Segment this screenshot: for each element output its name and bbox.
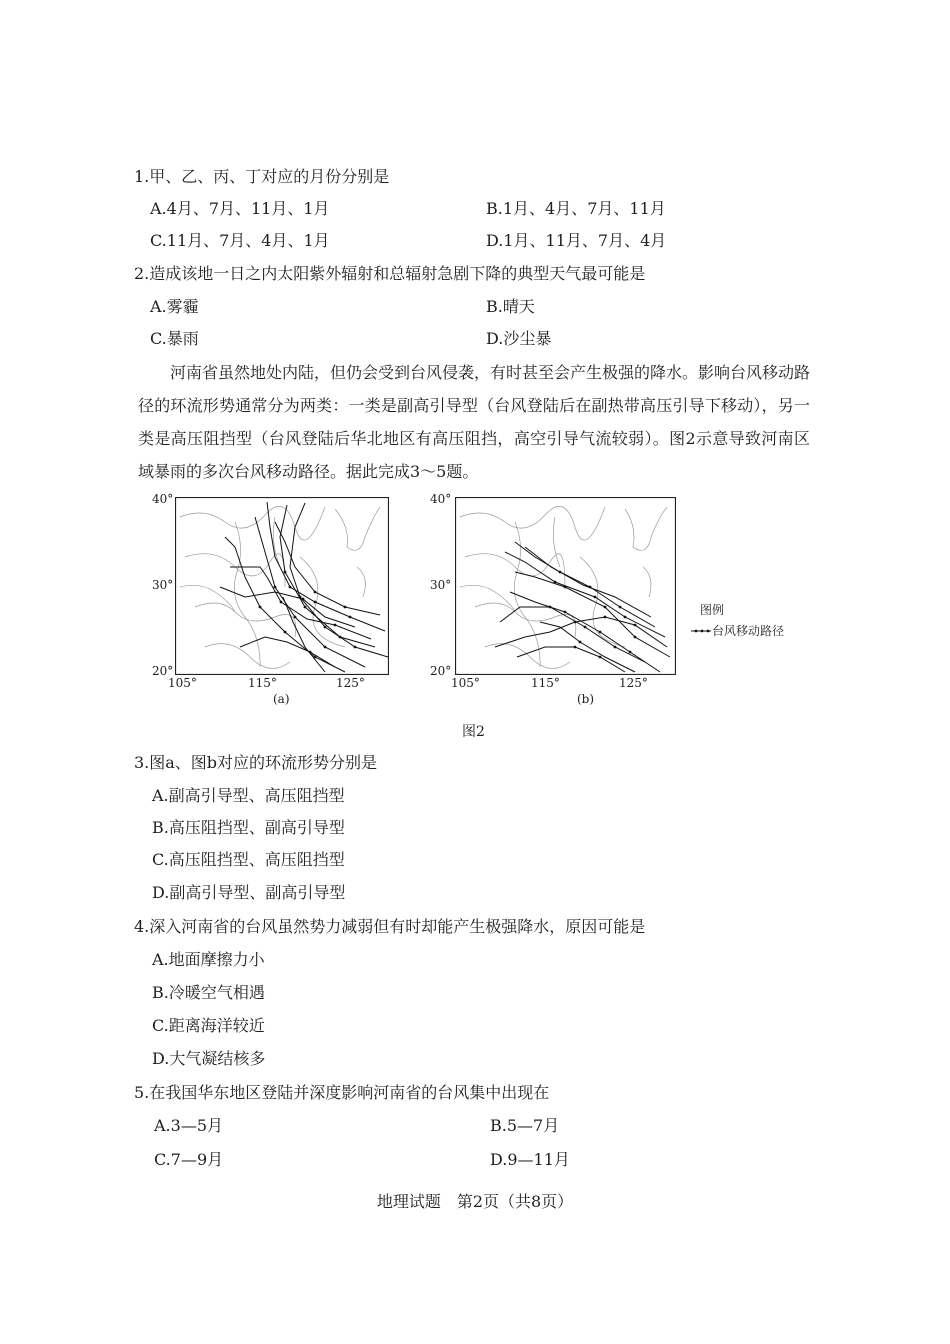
- page-footer: 地理试题 第2页（共8页）: [376, 1192, 574, 1211]
- q4-option-b: B.冷暖空气相遇: [152, 983, 265, 1002]
- q5-option-a: A.3—5月: [154, 1116, 224, 1135]
- q4-option-a: A.地面摩擦力小: [152, 950, 265, 969]
- figure-title: 图2: [462, 724, 485, 740]
- map-a-lat-30: 30°: [152, 578, 174, 592]
- q3-option-b: B.高压阻挡型、副高引导型: [152, 818, 345, 837]
- q2-option-c: C.暴雨: [150, 329, 199, 348]
- q4-option-c: C.距离海洋较近: [152, 1016, 265, 1035]
- map-b-lat-20: 20°: [430, 664, 452, 678]
- map-b-lon-115: 115°: [531, 676, 560, 690]
- q1-option-c: C.11月、7月、4月、1月: [150, 231, 330, 250]
- map-b-lon-105: 105°: [451, 676, 480, 690]
- map-a-lon-105: 105°: [168, 676, 197, 690]
- q1-stem: 1.甲、乙、丙、丁对应的月份分别是: [134, 167, 390, 186]
- typhoon-track-map-a: [175, 497, 389, 675]
- map-b-caption: (b): [577, 692, 595, 706]
- map-a-caption: (a): [273, 692, 290, 706]
- q4-option-d: D.大气凝结核多: [152, 1049, 266, 1068]
- typhoon-track-map-b: [455, 497, 676, 675]
- map-a-lon-125: 125°: [336, 676, 365, 690]
- legend-item-label: 台风移动路径: [712, 624, 785, 638]
- legend-title: 图例: [700, 603, 725, 617]
- q5-option-b: B.5—7月: [490, 1116, 560, 1135]
- q3-option-a: A.副高引导型、高压阻挡型: [152, 786, 345, 805]
- q2-stem: 2.造成该地一日之内太阳紫外辐射和总辐射急剧下降的典型天气最可能是: [134, 264, 646, 283]
- q5-option-d: D.9—11月: [490, 1150, 570, 1169]
- q2-option-a: A.雾霾: [150, 297, 199, 316]
- q1-option-a: A.4月、7月、11月、1月: [150, 199, 330, 218]
- map-b-lon-125: 125°: [619, 676, 648, 690]
- q1-option-b: B.1月、4月、7月、11月: [486, 199, 666, 218]
- q5-option-c: C.7—9月: [154, 1150, 224, 1169]
- q1-option-d: D.1月、11月、7月、4月: [486, 231, 667, 250]
- q3-option-d: D.副高引导型、副高引导型: [152, 883, 346, 902]
- map-a-lat-40: 40°: [152, 492, 174, 506]
- map-a-lon-115: 115°: [248, 676, 277, 690]
- q3-stem: 3.图a、图b对应的环流形势分别是: [134, 753, 378, 772]
- q3-option-c: C.高压阻挡型、高压阻挡型: [152, 850, 345, 869]
- typhoon-track-symbol-icon: [690, 627, 712, 635]
- legend-item: [690, 622, 784, 639]
- map-b-lat-30: 30°: [430, 578, 452, 592]
- q2-option-b: B.晴天: [486, 297, 535, 316]
- q2-option-d: D.沙尘暴: [486, 329, 552, 348]
- passage-text: 河南省虽然地处内陆，但仍会受到台风侵袭，有时甚至会产生极强的降水。影响台风移动路径的环流形势通常分为两类：一类是副高引导型（台风登陆后在副热带高压引导下移动），另一类是高压阻挡型（台风登陆后华北地区有高压阻挡，高空引导气流较弱）。图2示意导致河南区域暴雨的多次台风移动路径。据此完成3～5题。: [138, 363, 811, 481]
- map-a-lat-20: 20°: [152, 664, 174, 678]
- reading-passage: [138, 356, 810, 488]
- q4-stem: 4.深入河南省的台风虽然势力减弱但有时却能产生极强降水，原因可能是: [134, 917, 646, 936]
- q5-stem: 5.在我国华东地区登陆并深度影响河南省的台风集中出现在: [134, 1083, 550, 1102]
- map-b-lat-40: 40°: [430, 492, 452, 506]
